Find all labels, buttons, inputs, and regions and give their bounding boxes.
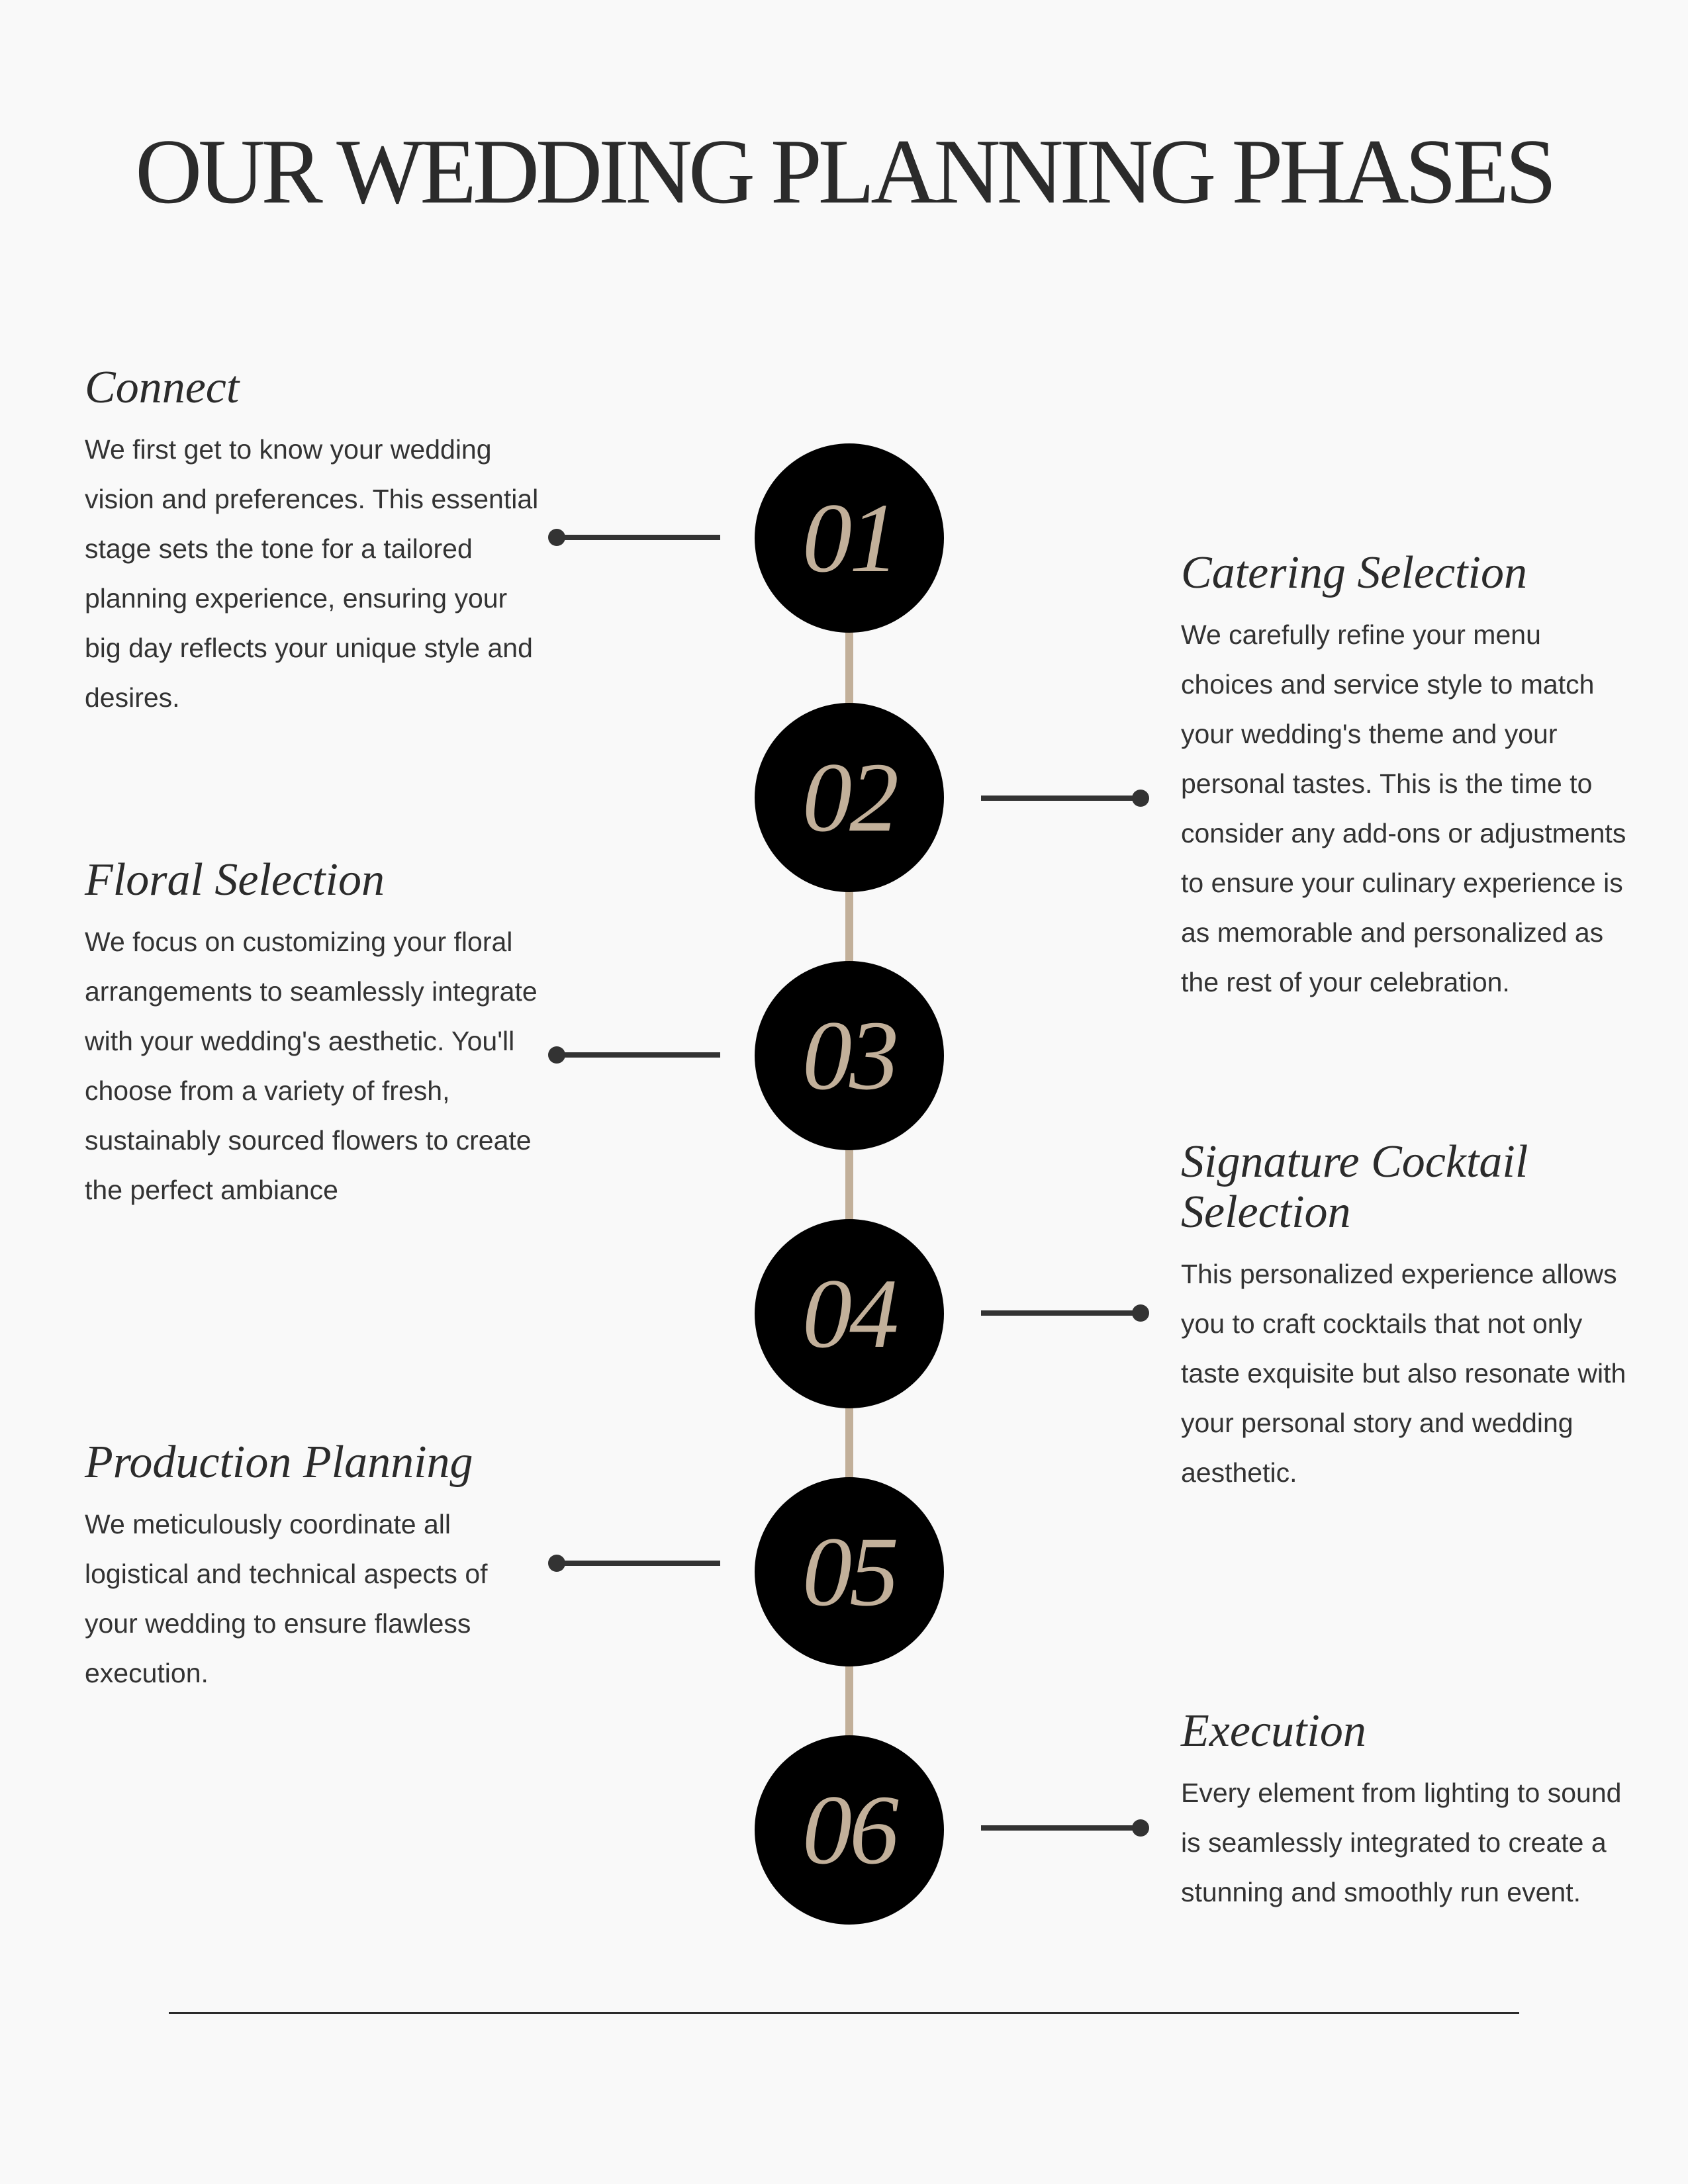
connector-line-01 (556, 535, 720, 540)
phase-title: Floral Selection (85, 854, 385, 905)
phase-description: This personalized experience allows you to craft cocktails that not only taste exquisite but also resonate with your personal story and wedding aesthetic. (1181, 1259, 1626, 1488)
connector-dot-06 (1132, 1819, 1149, 1837)
page-title: OUR WEDDING PLANNING PHASES (135, 120, 1553, 223)
phase-title: Signature Cocktail Selection (1181, 1136, 1528, 1238)
phase-number-03: 03 (755, 961, 944, 1150)
phase-block-cocktail (1181, 1136, 1626, 1498)
phase-description: We first get to know your wedding vision and preferences. This essential stage sets the tone for a tailored planning experience, ensuring your big day reflects your unique style and desires. (85, 434, 539, 713)
phase-block-floral (85, 855, 541, 1215)
phase-number-04: 04 (755, 1219, 944, 1408)
phase-title: Execution (1181, 1706, 1366, 1756)
bottom-divider (169, 2012, 1519, 2014)
connector-line-05 (556, 1561, 720, 1566)
phase-number-05: 05 (755, 1477, 944, 1666)
connector-line-02 (981, 796, 1145, 801)
phase-title: Connect (85, 362, 240, 413)
phase-block-connect (85, 363, 541, 723)
phase-block-production (85, 1437, 541, 1698)
phase-title: Catering Selection (1181, 547, 1527, 598)
connector-line-06 (981, 1825, 1145, 1831)
phase-block-execution (1181, 1706, 1638, 1917)
phase-description: We meticulously coordinate all logistical and technical aspects of your wedding to ensure flawless execution. (85, 1509, 488, 1688)
connector-line-04 (981, 1310, 1145, 1316)
connector-line-03 (556, 1052, 720, 1058)
phase-description: Every element from lighting to sound is seamlessly integrated to create a stunning and smoothly run event. (1181, 1778, 1622, 1907)
phase-number-06: 06 (755, 1735, 944, 1925)
connector-dot-04 (1132, 1304, 1149, 1322)
connector-dot-05 (548, 1555, 565, 1572)
phase-number-01: 01 (755, 443, 944, 633)
phase-description: We focus on customizing your floral arrangements to seamlessly integrate with your wedding's aesthetic. You'll choose from a variety of fresh, sustainably sourced flowers to create the perfect ambiance (85, 927, 538, 1205)
phase-number-02: 02 (755, 703, 944, 892)
connector-dot-03 (548, 1046, 565, 1064)
phase-description: We carefully refine your menu choices and service style to match your wedding's theme and your personal tastes. This is the time to consider any add-ons or adjustments to ensure your culinary experience is as memorable and personalized as the rest of your celebration. (1181, 619, 1626, 997)
connector-dot-01 (548, 529, 565, 546)
connector-dot-02 (1132, 790, 1149, 807)
phase-title: Production Planning (85, 1437, 473, 1488)
phase-block-catering (1181, 548, 1638, 1007)
